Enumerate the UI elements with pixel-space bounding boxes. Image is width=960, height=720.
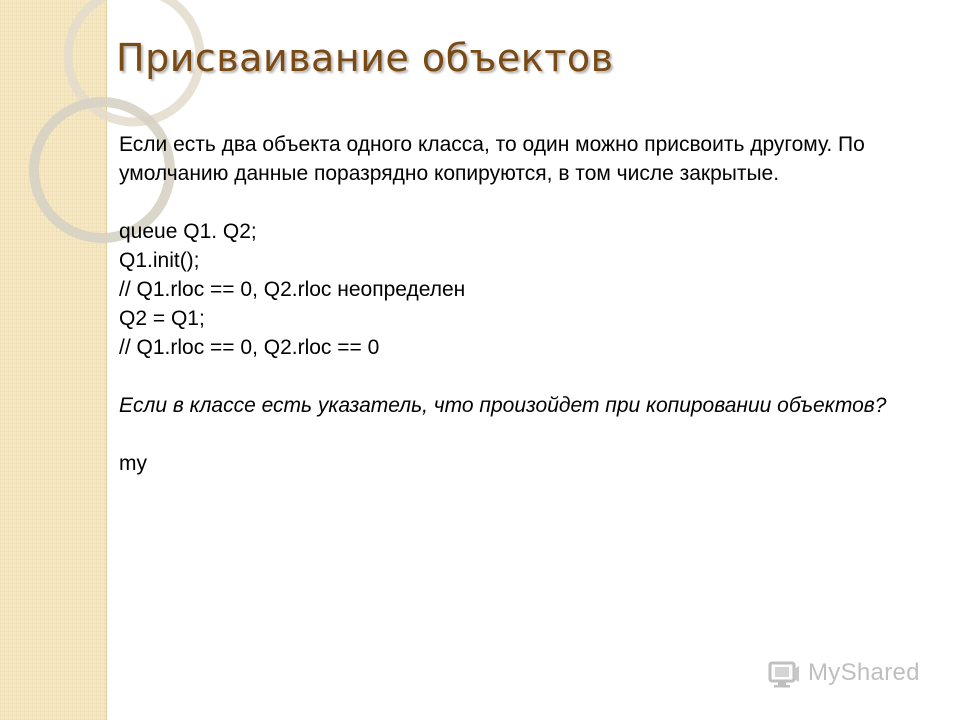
code-comment: // Q1.rloc == 0, Q2.rloc неопределен: [119, 278, 466, 301]
watermark-text: MyShared: [808, 659, 920, 686]
spacer: [119, 188, 929, 217]
trailing-text: my: [119, 452, 147, 475]
myshared-watermark: [766, 655, 920, 691]
myshared-logo-icon: [766, 657, 802, 689]
spacer: [119, 420, 929, 449]
intro-paragraph: Если есть два объекта одного класса, то один можно присвоить другому. По умолчанию данные поразрядно копируются, в том числе закрытые.: [119, 133, 865, 185]
code-comment: // Q1.rloc == 0, Q2.rloc == 0: [119, 336, 380, 359]
spacer: [119, 362, 929, 391]
code-line: Q1.init();: [119, 249, 200, 272]
slide-content: [119, 130, 929, 478]
side-panel: [0, 0, 107, 720]
code-line: Q2 = Q1;: [119, 307, 205, 330]
slide-title: Присваивание объектов: [116, 36, 614, 80]
question-paragraph: Если в классе есть указатель, что произойдет при копировании объектов?: [119, 394, 887, 417]
code-line: queue Q1. Q2;: [119, 220, 257, 243]
